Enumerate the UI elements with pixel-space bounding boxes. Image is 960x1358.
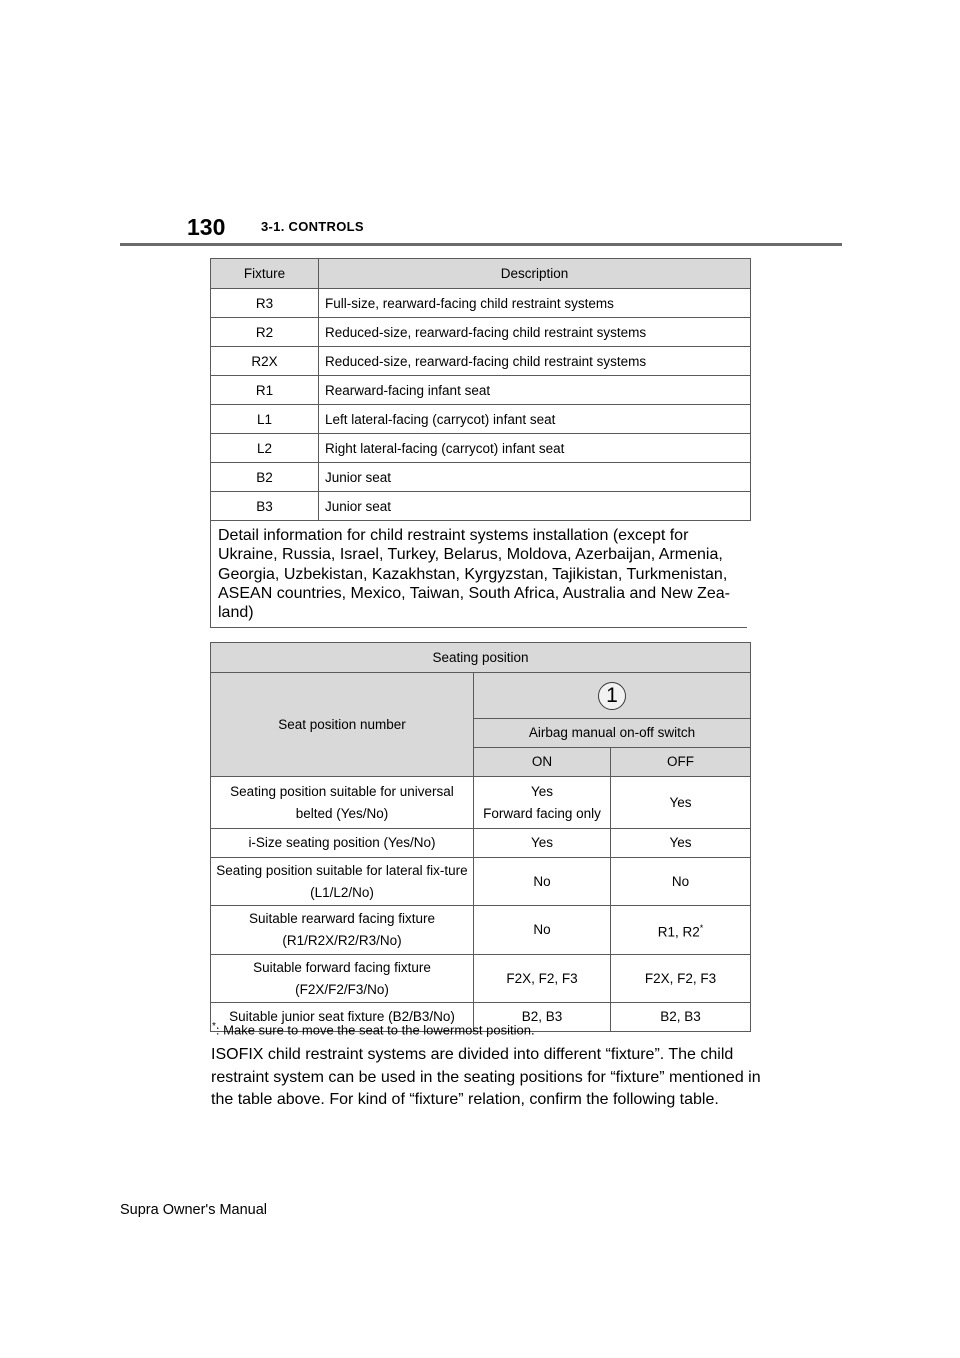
fixture-code: B3 [211, 492, 319, 521]
on-value: B2, B3 [474, 1003, 611, 1032]
table-row [211, 955, 751, 1003]
table-header-row [211, 259, 751, 289]
footer-manual-title: Supra Owner's Manual [120, 1202, 268, 1218]
row-label: Suitable forward facing fixture (F2X/F2/F3/No) [211, 955, 474, 1003]
column-header-description: Description [319, 259, 751, 289]
off-value-text: R1, R2 [657, 924, 700, 940]
on-value: No [474, 906, 611, 955]
on-value-text: Yes [530, 783, 554, 799]
table-row [211, 405, 751, 434]
fixture-description: Reduced-size, rearward-facing child restraint systems [319, 318, 751, 347]
footnote-mark: * [212, 1021, 216, 1032]
on-value [474, 777, 611, 829]
info-rule [210, 627, 747, 628]
seat-number-badge: 1 [598, 682, 626, 710]
fixture-description: Right lateral-facing (carrycot) infant seat [319, 434, 751, 463]
seat-number-row [211, 673, 751, 719]
footnote-text: : Make sure to move the seat to the lowermost position. [215, 1022, 535, 1038]
page-number: 130 [187, 214, 226, 240]
footnote [212, 1021, 535, 1037]
table-row [211, 829, 751, 858]
fixture-description: Junior seat [319, 492, 751, 521]
fixture-code: R1 [211, 376, 319, 405]
off-value: Yes [611, 777, 751, 829]
on-value: Yes [474, 829, 611, 858]
fixture-code: R2X [211, 347, 319, 376]
row-label: Seating position suitable for lateral fix-ture (L1/L2/No) [211, 858, 474, 906]
seat-number-cell [474, 673, 751, 719]
section-title: 3-1. CONTROLS [261, 219, 364, 234]
fixture-code: L1 [211, 405, 319, 434]
table-row [211, 777, 751, 829]
table-row [211, 376, 751, 405]
fixture-description: Junior seat [319, 463, 751, 492]
on-header: ON [474, 748, 611, 777]
table-row [211, 347, 751, 376]
column-header-fixture: Fixture [211, 259, 319, 289]
table-row [211, 434, 751, 463]
table-row [211, 906, 751, 955]
fixture-description: Left lateral-facing (carrycot) infant seat [319, 405, 751, 434]
off-value: No [611, 858, 751, 906]
fixture-table [210, 258, 751, 521]
fixture-code: B2 [211, 463, 319, 492]
seating-position-table [210, 642, 751, 1032]
fixture-description: Reduced-size, rearward-facing child restraint systems [319, 347, 751, 376]
body-paragraph: ISOFIX child restraint systems are divided into different “fixture”. The child restraint system can be used in the seating positions for “fixture” mentioned in the table above. For kind of “fixture” relation, confirm the following table. [211, 1046, 761, 1108]
seat-position-number-label: Seat position number [211, 673, 474, 777]
fixture-description: Full-size, rearward-facing child restraint systems [319, 289, 751, 318]
on-value-note: Forward facing only [483, 805, 601, 821]
off-value: F2X, F2, F3 [611, 955, 751, 1003]
footnote-mark: * [699, 922, 704, 933]
row-label: Suitable junior seat fixture (B2/B3/No) [211, 1003, 474, 1032]
header-rule [120, 243, 842, 246]
info-heading: Detail information for child restraint systems installation (except for Ukraine, Russia, Israel, Turkey, Belarus, Moldova, Azerbaijan, Armenia, Georgia, Uzbekistan, Kazakhstan, Kyrgyzstan, Tajikistan, Turkmenistan, ASEAN countries, Mexico, Taiwan, South Africa, Australia and New Zea-land) [210, 521, 746, 628]
table-row [211, 318, 751, 347]
on-value: No [474, 858, 611, 906]
table-row [211, 463, 751, 492]
table-row [211, 289, 751, 318]
off-value: Yes [611, 829, 751, 858]
table-row [211, 492, 751, 521]
table-title-row [211, 643, 751, 673]
row-label: Seating position suitable for universal belted (Yes/No) [211, 777, 474, 829]
on-value: F2X, F2, F3 [474, 955, 611, 1003]
fixture-description: Rearward-facing infant seat [319, 376, 751, 405]
seating-position-title: Seating position [211, 643, 751, 673]
row-label: Suitable rearward facing fixture (R1/R2X/R2/R3/No) [211, 906, 474, 955]
off-header: OFF [611, 748, 751, 777]
airbag-switch-label: Airbag manual on-off switch [474, 719, 751, 748]
off-value: B2, B3 [611, 1003, 751, 1032]
row-label: i-Size seating position (Yes/No) [211, 829, 474, 858]
off-value [611, 906, 751, 955]
fixture-code: L2 [211, 434, 319, 463]
table-row [211, 858, 751, 906]
fixture-code: R3 [211, 289, 319, 318]
fixture-code: R2 [211, 318, 319, 347]
